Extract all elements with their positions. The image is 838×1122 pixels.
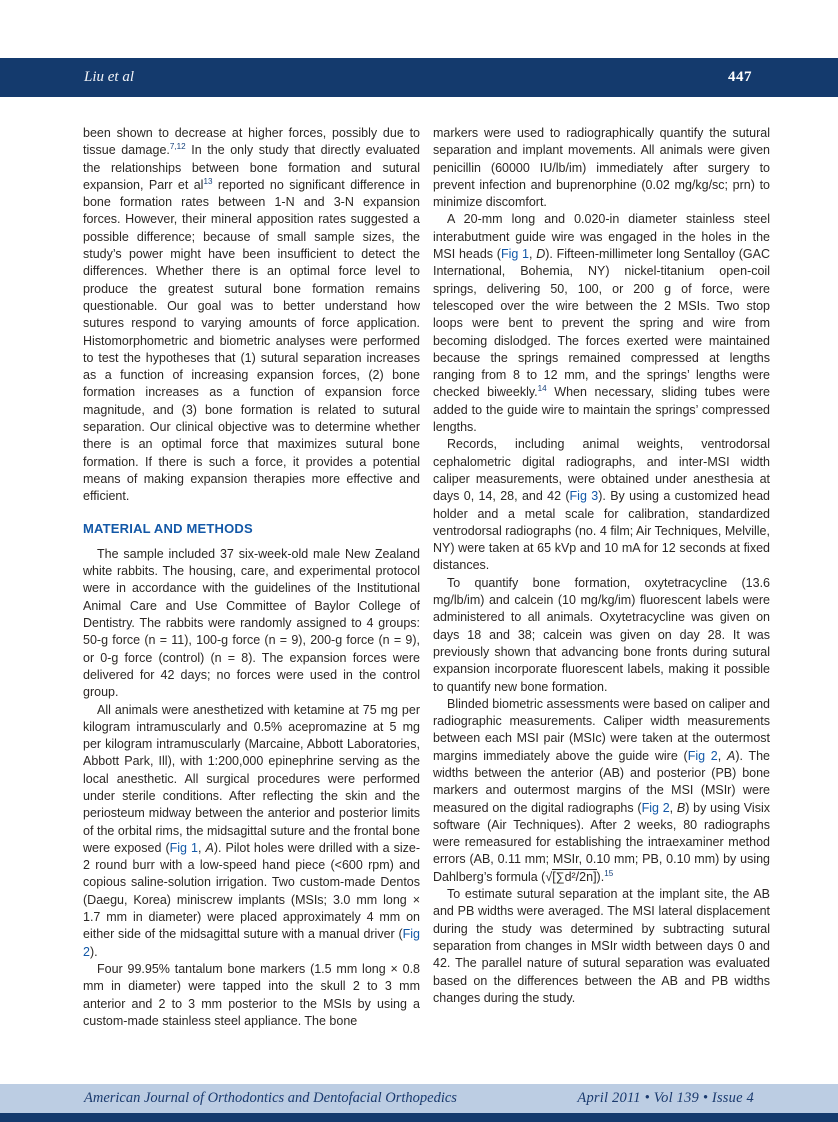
text-segment: All animals were anesthetized with ketamine at 75 mg per kilogram intramuscularly and 0.5% acepromazine at 5 mg per kilogram intramuscularly (Marcaine, Abbott Laboratories, Abbott Park, Ill), with 1:200,000 epinephrine serving as the local anesthetic. All surgical procedures were performed under sterile conditions. After reflecting the skin and the periosteum midway between the anterior and posterior limits of the orbital rims, the midsagittal suture and the frontal bone were exposed ( [83,702,420,855]
running-header [0,58,838,97]
paragraph [83,702,420,961]
text-segment: In the only study that directly evaluated the relationships between bone formation and sutural expansion, Parr et al [83,143,420,192]
text-segment: B [676,800,686,815]
text-segment: markers were used to radiographically quantify the sutural separation and implant movements. All animals were given penicillin (60000 IU/lb/im) immediately after surgery to prevent infection and buprenorphine (0.02 mg/kg/sc; prn) to minimize discomfort. [433,126,770,210]
paragraph [433,575,770,696]
paragraph [83,961,420,1030]
figure-reference[interactable]: Fig 2 [641,800,670,815]
issue-info: April 2011 • Vol 139 • Issue 4 [577,1090,754,1106]
text-segment: , [717,748,727,763]
text-segment: A [205,840,214,855]
text-segment: ). By using a customized head holder and a metal scale for calibration, standardized ventrodorsal radiographs (no. 4 film; Air Techniques, Melville, NY) were taken at 65 kVp and 10 mA for 12 seconds at fixed distances. [433,489,770,573]
text-segment: ). [89,944,98,959]
text-segment: To estimate sutural separation at the implant site, the AB and PB widths were averaged. The MSI lateral displacement during the study was determined by subtracting sutural separation from changes in MSIr width between days 0 and 42. The parallel nature of sutural separation was evaluated based on the differences between the AB and PB widths changes during the study. [433,887,770,1005]
figure-reference[interactable]: Fig 3 [569,489,599,504]
figure-reference[interactable]: Fig 2 [83,927,420,959]
text-segment: Records, including animal weights, ventrodorsal cephalometric digital radiographs, and inter-MSI width caliper measurements, were obtained under anesthesia at days 0, 14, 28, and 42 ( [433,437,770,504]
paragraph [83,125,420,506]
text-segment: Blinded biometric assessments were based on caliper and radiographic measurements. Caliper width measurements between each MSI pair (MSIc) were taken at the outermost margins immediately above the guide wire ( [433,696,770,763]
text-segment: ). Pilot holes were drilled with a size-2 round burr with a low-speed hand piece (<600 rpm) and copious saline-solution irrigation. Two custom-made Dentos (Daegu, Korea) miniscrew implants (MSIs; 3.0 mm long × 1.7 mm in diameter) were placed approximately 4 mm on either side of the midsagittal suture with a manual driver ( [83,840,420,942]
citation-reference[interactable]: 7,12 [169,142,186,152]
citation-reference[interactable]: 15 [604,868,614,878]
section-heading: MATERIAL AND METHODS [83,520,253,536]
running-head-author: Liu et al [84,69,135,85]
paragraph [433,125,770,211]
paragraph [433,696,770,886]
figure-reference[interactable]: Fig 1 [500,247,529,262]
paragraph [433,211,770,436]
text-segment: [∑d²/2n] [552,869,597,884]
article-body [83,125,770,1080]
text-segment: ). [596,869,605,884]
text-segment: To quantify bone formation, oxytetracycline (13.6 mg/lb/im) and calcein (10 mg/kg/im) fluorescent labels were administered to all animals. Oxytetracycline was given on days 18 and 38; calcein was given on day 28. It was previously shown that advancing bone fronts during sutural expansion incorporate fluorescent labels, making it possible to quantify new bone formation. [433,575,770,694]
text-segment: , [529,247,537,262]
journal-footer [0,1084,838,1113]
citation-reference[interactable]: 14 [537,384,547,394]
text-segment: , [197,840,206,855]
text-segment: ). Fifteen-millimeter long Sentalloy (GAC International, Bohemia, NY) nickel-titanium open-coil springs, delivering 50, 100, or 200 g of force, were telescoped over the wire between the 2 MSIs. Two stop loops were bent to prevent the spring and wire from becoming dislodged. The forces exerted were maintained because the springs remained compressed at lengths ranging from 8 to 12 mm, and the springs’ lengths were checked biweekly. [433,247,770,400]
text-segment: When necessary, sliding tubes were added to the guide wire to maintain the springs’ compressed lengths. [433,385,770,435]
figure-reference[interactable]: Fig 2 [687,748,718,763]
citation-reference[interactable]: 13 [203,176,213,186]
text-segment: A [726,748,736,763]
paragraph [433,886,770,1007]
column-right [433,125,770,1080]
column-left [83,125,420,1080]
paragraph [83,546,420,702]
text-segment: , [669,800,677,815]
text-segment: ) by using Visix software (Air Techniques). After 2 weeks, 80 radiographs were remeasured for establishing the intraexaminer method errors (AB, 0.11 mm; MSIr, 0.10 mm; PB, 0.10 mm) by using Dahlberg’s formula (√ [433,800,770,884]
text-segment: The sample included 37 six-week-old male New Zealand white rabbits. The housing, care, and experimental protocol were in accordance with the guidelines of the Institutional Animal Care and Use Committee of Baylor College of Dentistry. The rabbits were randomly assigned to 4 groups: 50-g force (n = 11), 100-g force (n = 9), 200-g force (n = 9), or 0-g force (control) (n = 8). The expansion forces were delivered for 42 days; no forces were used in the control group. [83,546,420,700]
journal-title: American Journal of Orthodontics and Dentofacial Orthopedics [84,1090,457,1106]
text-segment: D [536,247,546,262]
figure-reference[interactable]: Fig 1 [169,840,198,855]
text-segment: A 20-mm long and 0.020-in diameter stainless steel interabutment guide wire was engaged in the holes in the MSI heads ( [433,212,770,262]
page-number: 447 [728,69,752,85]
text-segment: Four 99.95% tantalum bone markers (1.5 mm long × 0.8 mm in diameter) were tapped into the skull 2 to 3 mm anterior and 2 to 3 mm posterior to the MSIs by using a custom-made stainless steel appliance. The bone [83,961,420,1028]
bottom-border-strip [0,1113,838,1122]
text-segment: been shown to decrease at higher forces, possibly due to tissue damage. [83,126,420,158]
text-segment: ). The widths between the anterior (AB) and posterior (PB) bone markers and outermost margins of the MSI (MSIr) were measured on the digital radiographs ( [433,748,770,815]
paragraph [433,436,770,574]
text-segment: reported no significant difference in bone formation rates between 1-N and 3-N expansion forces. However, their mineral apposition rates suggested a possible difference; because of small sample sizes, the study’s power might have been insufficient to detect the differences. Whether there is an optimal force level to produce the greatest sutural bone formation remains questionable. Our goal was to better understand how sutures respond to varying amounts of force application. Histomorphometric and biometric analyses were performed to test the hypotheses that (1) sutural separation increases as a function of increasing expansion forces, (2) bone formation increases as a function of expansion force magnitude, and (3) bone formation is related to sutural separation. Our clinical objective was to determine whether there is an optimal force that maximizes sutural bone formation. If there is such a force, it provides a potential means of making expansion therapies more effective and efficient. [83,177,420,504]
